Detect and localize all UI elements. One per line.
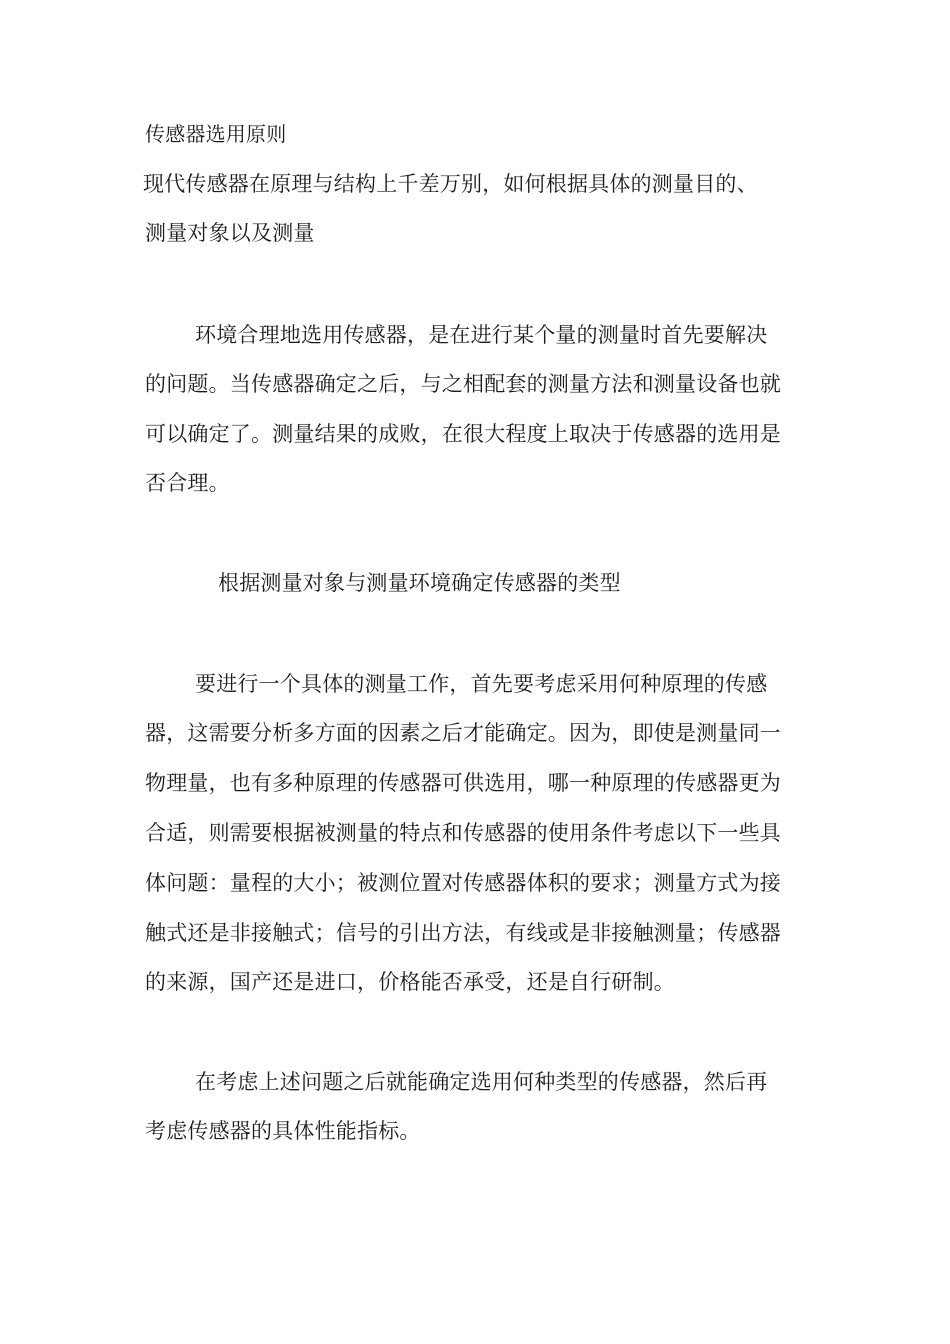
paragraph1-line-2: 的问题。当传感器确定之后，与之相配套的测量方法和测量设备也就 [145,372,781,396]
paragraph1-line-4: 否合理。 [145,471,230,495]
paragraph3-line-2: 考虑传感器的具体性能指标。 [145,1119,421,1143]
intro-line-1: 现代传感器在原理与结构上千差万别，如何根据具体的测量目的、 [143,172,758,196]
paragraph2-line-3: 物理量，也有多种原理的传感器可供选用，哪一种原理的传感器更为 [145,771,781,795]
document-title: 传感器选用原则 [145,122,287,146]
paragraph2-line-1: 要进行一个具体的测量工作，首先要考虑采用何种原理的传感 [195,672,768,696]
paragraph2-line-7: 的来源，国产还是进口，价格能否承受，还是自行研制。 [145,970,675,994]
paragraph3-line-1: 在考虑上述问题之后就能确定选用何种类型的传感器，然后再 [195,1070,768,1094]
paragraph2-line-2: 器，这需要分析多方面的因素之后才能确定。因为，即使是测量同一 [145,721,781,745]
paragraph2-line-5: 体问题：量程的大小；被测位置对传感器体积的要求；测量方式为接 [145,871,781,895]
paragraph2-line-4: 合适，则需要根据被测量的特点和传感器的使用条件考虑以下一些具 [145,821,781,845]
paragraph2-line-6: 触式还是非接触式；信号的引出方法，有线或是非接触测量；传感器 [145,921,781,945]
section-heading: 根据测量对象与测量环境确定传感器的类型 [218,571,621,595]
intro-line-2: 测量对象以及测量 [145,221,315,245]
paragraph1-line-1: 环境合理地选用传感器，是在进行某个量的测量时首先要解决 [195,323,768,347]
paragraph1-line-3: 可以确定了。测量结果的成败，在很大程度上取决于传感器的选用是 [145,422,781,446]
